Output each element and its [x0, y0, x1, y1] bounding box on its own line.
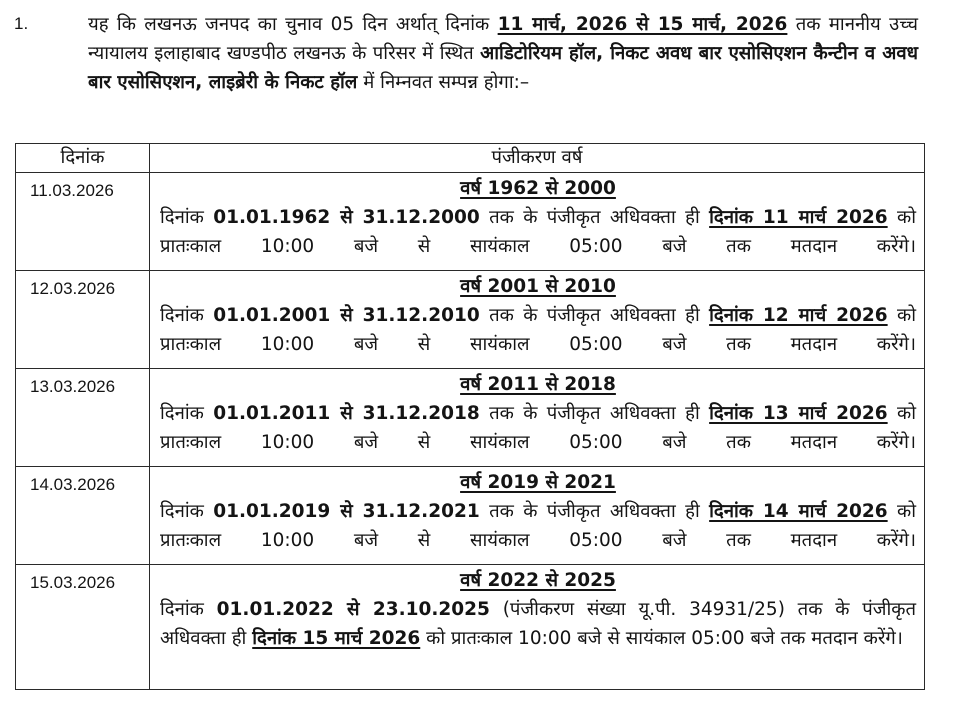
- row-registration-range: 01.01.2011 से 31.12.2018: [213, 403, 480, 424]
- row-registration-range: 01.01.2001 से 31.12.2010: [213, 305, 480, 326]
- row-date: 13.03.2026: [16, 369, 150, 467]
- header-date: दिनांक: [16, 144, 150, 173]
- table-row: [16, 467, 925, 565]
- row-registration-range: 01.01.2019 से 31.12.2021: [213, 501, 480, 522]
- table-row: [16, 369, 925, 467]
- row-voting-date: दिनांक 15 मार्च 2026: [252, 628, 421, 649]
- row-details: वर्ष 2019 से 2021 दिनांक 01.01.2019 से 31.12.2021 तक के पंजीकृत अधिवक्ता ही दिनांक 14 मार्च 2026 को प्रातःकाल 10:00 बजे से सायंकाल 05:00 बजे तक मतदान करेंगे।: [150, 467, 925, 565]
- row-voting-date: दिनांक 13 मार्च 2026: [709, 403, 888, 424]
- row-details: वर्ष 1962 से 2000 दिनांक 01.01.1962 से 31.12.2000 तक के पंजीकृत अधिवक्ता ही दिनांक 11 मार्च 2026 को प्रातःकाल 10:00 बजे से सायंकाल 05:00 बजे तक मतदान करेंगे।: [150, 173, 925, 271]
- intro-text-2: तक माननीय उच्च न्यायालय इलाहाबाद खण्डपीठ लखनऊ के परिसर में स्थित: [88, 14, 918, 64]
- paragraph-number: 1.: [14, 14, 29, 33]
- table-row: [16, 271, 925, 369]
- row-registration-range: 01.01.2022 से 23.10.2025: [216, 599, 490, 620]
- row-details: वर्ष 2001 से 2010 दिनांक 01.01.2001 से 31.12.2010 तक के पंजीकृत अधिवक्ता ही दिनांक 12 मार्च 2026 को प्रातःकाल 10:00 बजे से सायंकाल 05:00 बजे तक मतदान करेंगे।: [150, 271, 925, 369]
- table-row: [16, 565, 925, 690]
- row-date: 11.03.2026: [16, 173, 150, 271]
- header-registration-year: पंजीकरण वर्ष: [150, 144, 925, 173]
- row-date: 12.03.2026: [16, 271, 150, 369]
- venue-name: आडिटोरियम हॉल, निकट अवध बार एसोसिएशन कैन्टीन व अवध बार एसोसिएशन, लाइब्रेरी के निकट हॉल: [88, 43, 918, 93]
- row-voting-date: दिनांक 14 मार्च 2026: [709, 501, 888, 522]
- row-registration-range: 01.01.1962 से 31.12.2000: [213, 207, 480, 228]
- row-year-heading: वर्ष 2022 से 2025: [460, 570, 616, 591]
- row-details: वर्ष 2022 से 2025 दिनांक 01.01.2022 से 23.10.2025 (पंजीकरण संख्या यू.पी. 34931/25) तक के पंजीकृत अधिवक्ता ही दिनांक 15 मार्च 2026 को प्रातःकाल 10:00 बजे से सायंकाल 05:00 बजे तक मतदान करेंगे।: [150, 565, 925, 690]
- row-date: 15.03.2026: [16, 565, 150, 690]
- row-year-heading: वर्ष 2019 से 2021: [460, 472, 616, 493]
- schedule-table: [15, 143, 925, 690]
- row-voting-date: दिनांक 12 मार्च 2026: [709, 305, 888, 326]
- intro-text-1: यह कि लखनऊ जनपद का चुनाव 05 दिन अर्थात् दिनांक: [88, 14, 498, 35]
- table-row: [16, 173, 925, 271]
- row-voting-date: दिनांक 11 मार्च 2026: [709, 207, 888, 228]
- table-header-row: [16, 144, 925, 173]
- row-details: वर्ष 2011 से 2018 दिनांक 01.01.2011 से 31.12.2018 तक के पंजीकृत अधिवक्ता ही दिनांक 13 मार्च 2026 को प्रातःकाल 10:00 बजे से सायंकाल 05:00 बजे तक मतदान करेंगे।: [150, 369, 925, 467]
- election-date-range: 11 मार्च, 2026 से 15 मार्च, 2026: [497, 14, 788, 35]
- row-year-heading: वर्ष 2001 से 2010: [460, 276, 616, 297]
- intro-text-3: में निम्नवत सम्पन्न होगा:–: [357, 72, 530, 93]
- intro-paragraph: [88, 10, 918, 97]
- row-year-heading: वर्ष 1962 से 2000: [460, 178, 616, 199]
- row-year-heading: वर्ष 2011 से 2018: [460, 374, 616, 395]
- row-date: 14.03.2026: [16, 467, 150, 565]
